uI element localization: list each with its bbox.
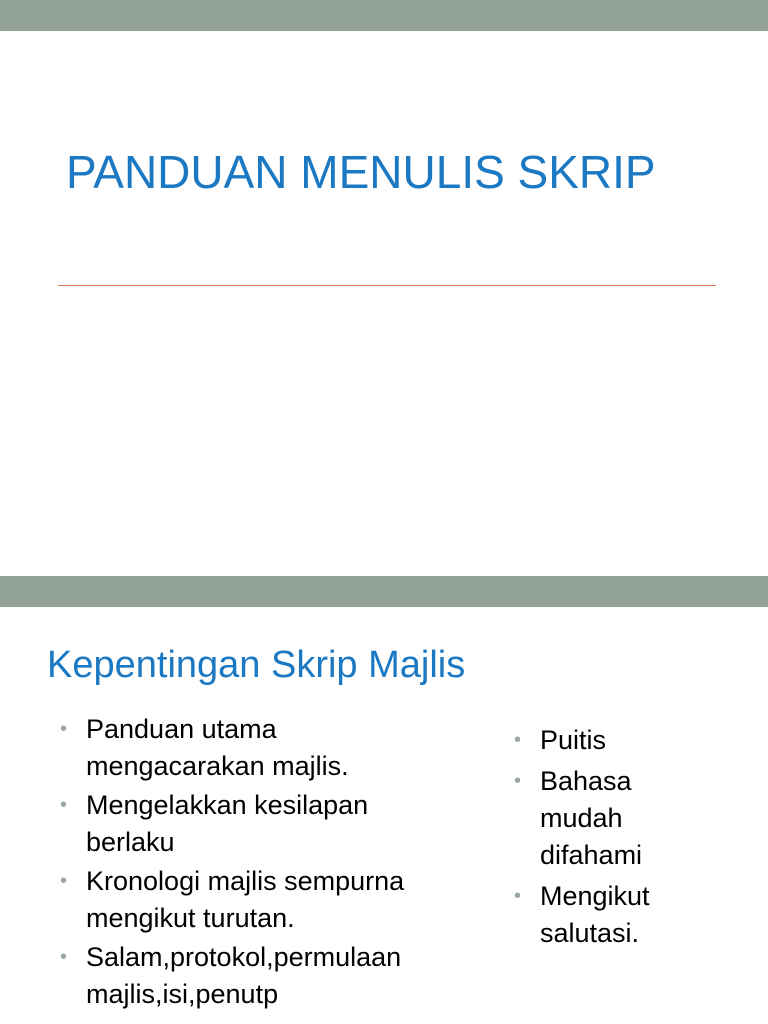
bullet-text-line: salutasi. <box>540 918 640 948</box>
list-item <box>508 878 748 952</box>
bullet-icon: • <box>60 946 68 968</box>
slide2-top-band <box>0 576 768 607</box>
bullet-text-line: Mengikut <box>540 881 650 911</box>
list-item <box>508 722 748 759</box>
bullet-text-line: Kronologi majlis sempurna <box>86 866 405 896</box>
list-item <box>54 787 474 861</box>
bullet-text-line: mengacarakan majlis. <box>86 751 349 781</box>
bullet-text-line: Mengelakkan kesilapan <box>86 790 369 820</box>
left-bullet-list <box>54 711 474 1013</box>
bullet-text-line: majlis,isi,penutp <box>86 979 279 1009</box>
bullet-text-line: Puitis <box>540 725 607 755</box>
bullet-icon: • <box>60 794 68 816</box>
list-item <box>508 763 748 874</box>
bullet-text-line: difahami <box>540 840 643 870</box>
list-item <box>54 939 474 1013</box>
bullet-icon: • <box>514 770 522 792</box>
slide1-title: PANDUAN MENULIS SKRIP <box>66 146 656 198</box>
list-item <box>54 711 474 785</box>
bullet-icon: • <box>60 718 68 740</box>
slide1-divider <box>58 285 716 286</box>
bullet-text-line: Salam,protokol,permulaan <box>86 942 402 972</box>
bullet-text-line: mudah <box>540 803 623 833</box>
bullet-text-line: berlaku <box>86 827 175 857</box>
bullet-text-line: mengikut turutan. <box>86 903 295 933</box>
slide1-top-band <box>0 0 768 31</box>
bullet-icon: • <box>514 885 522 907</box>
bullet-icon: • <box>514 729 522 751</box>
list-item <box>54 863 474 937</box>
bullet-text-line: Panduan utama <box>86 714 277 744</box>
slide2-title: Kepentingan Skrip Majlis <box>47 644 466 686</box>
right-bullet-list <box>508 722 748 952</box>
bullet-text-line: Bahasa <box>540 766 632 796</box>
bullet-icon: • <box>60 870 68 892</box>
